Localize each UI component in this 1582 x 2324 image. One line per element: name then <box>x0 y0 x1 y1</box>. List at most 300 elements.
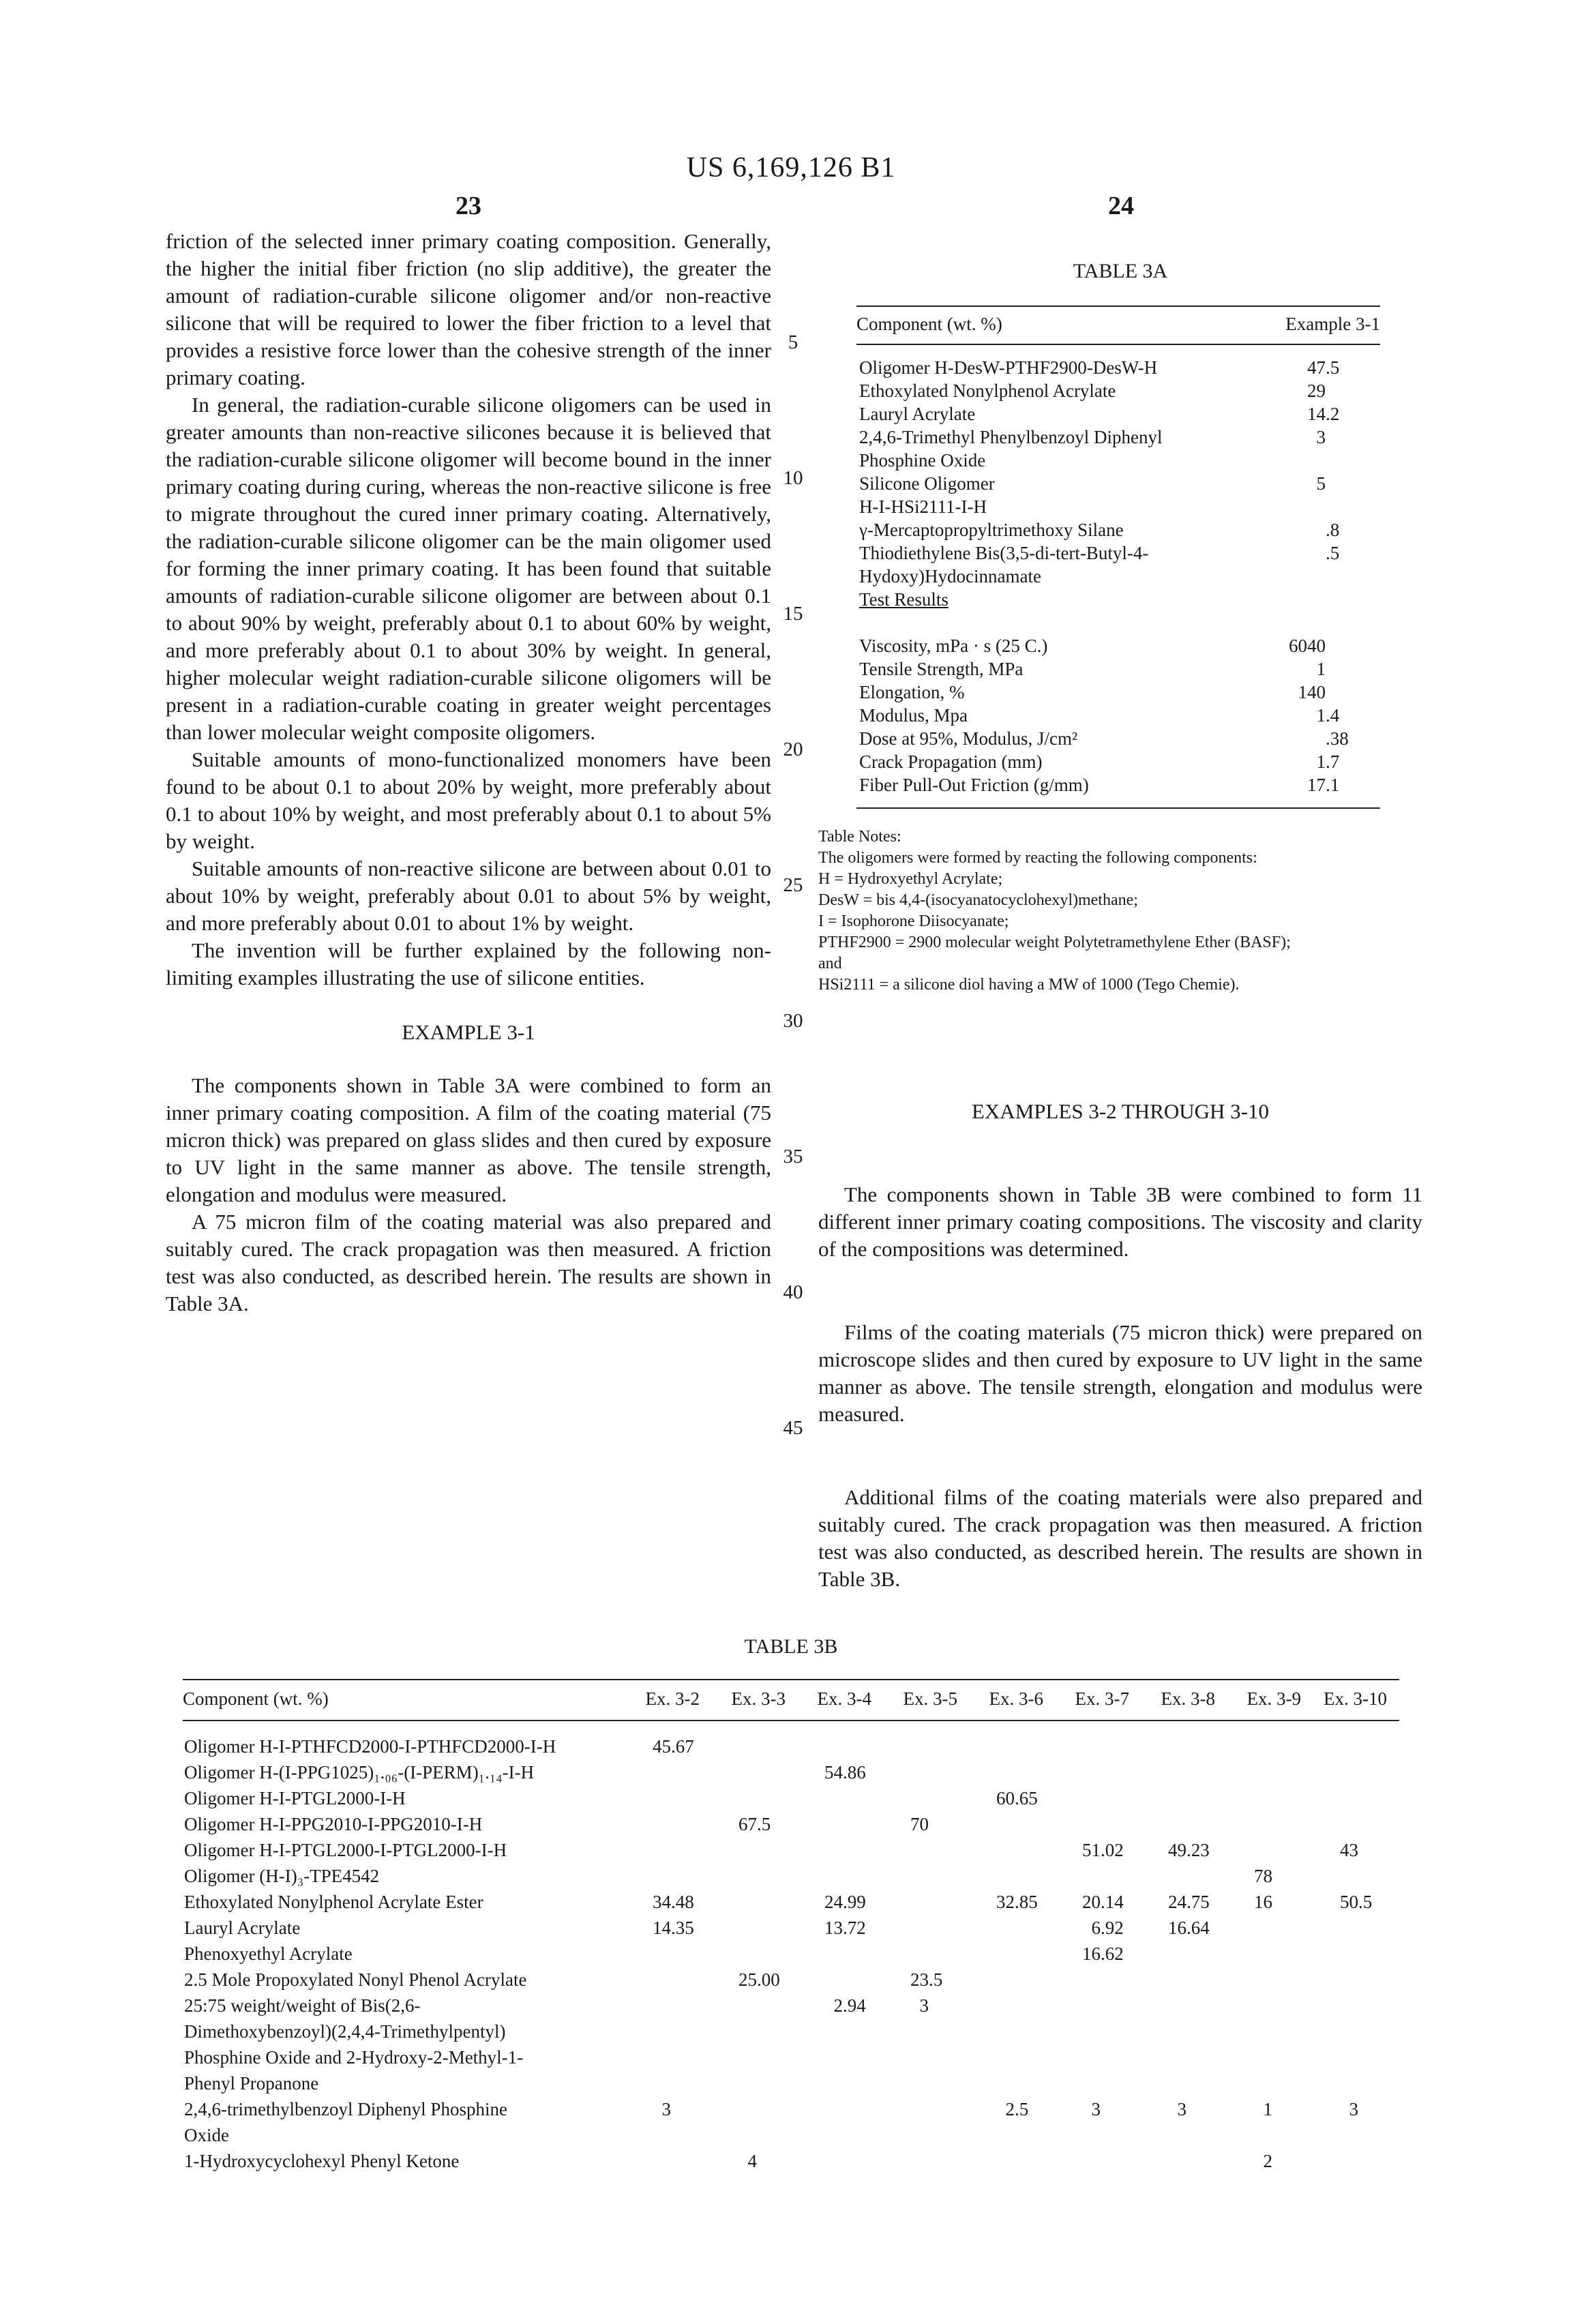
component-cell <box>183 2096 626 2148</box>
value-cell <box>1141 2148 1227 2174</box>
value-cell <box>1141 1759 1227 1785</box>
value-cell <box>626 2096 712 2148</box>
component-cell <box>856 426 1238 472</box>
value-cell <box>970 2096 1056 2148</box>
component-line: Lauryl Acrylate <box>859 404 976 424</box>
value-cell <box>798 1759 884 1785</box>
component-cell <box>856 704 1238 727</box>
value-cell <box>1056 1837 1141 1863</box>
value-int: 1 <box>1316 659 1326 679</box>
value-int: 51 <box>1082 1840 1101 1860</box>
table-3b-header-example: Ex. 3-2 <box>626 1680 712 1720</box>
table-3b-header-example: Ex. 3-3 <box>712 1680 798 1720</box>
component-line: Crack Propagation (mm) <box>859 751 1043 772</box>
value-frac: .64 <box>1186 1918 1210 1938</box>
value-cell <box>1056 1785 1141 1811</box>
patent-number: US 6,169,126 B1 <box>686 152 896 183</box>
value-cell <box>1238 727 1380 750</box>
value-cell <box>884 1993 970 2096</box>
value-frac: .5 <box>1358 1892 1373 1912</box>
value-cell <box>1056 1941 1141 1967</box>
value-cell <box>1227 1759 1313 1785</box>
component-line: 2,4,6-trimethylbenzoyl Diphenyl Phosphine <box>184 2099 507 2119</box>
value-cell <box>1227 1967 1313 1993</box>
line-number: 30 <box>783 1010 803 1032</box>
table-3b-row <box>183 1811 1399 1837</box>
component-cell <box>856 681 1238 704</box>
value-int: 29 <box>1307 381 1326 401</box>
table-3a-row <box>856 344 1380 379</box>
table-3b-header-example: Ex. 3-10 <box>1313 1680 1399 1720</box>
value-cell <box>1141 1915 1227 1941</box>
value-cell <box>626 1863 712 1889</box>
table-3b <box>183 1679 1399 2174</box>
line-number: 35 <box>783 1146 803 1167</box>
value-cell <box>1056 2148 1141 2174</box>
table-3b-header-example: Ex. 3-9 <box>1227 1680 1313 1720</box>
value-cell <box>798 1837 884 1863</box>
component-cell <box>856 727 1238 750</box>
value-cell <box>1141 1941 1227 1967</box>
component-cell <box>856 588 1238 611</box>
value-cell <box>1227 2148 1313 2174</box>
line-number: 20 <box>783 739 803 760</box>
table-3a-row <box>856 750 1380 773</box>
value-cell <box>798 1863 884 1889</box>
value-int: 49 <box>1168 1840 1186 1860</box>
component-cell <box>183 2148 626 2174</box>
component-cell <box>183 1785 626 1811</box>
value-cell <box>1227 1785 1313 1811</box>
paragraph: Suitable amounts of non-reactive silicone are between about 0.01 to about 10% by weight, preferably about 0.01 to about 5% by weight, and more preferably about 0.01 to about 1% by weight. <box>166 856 771 935</box>
value-cell <box>626 1941 712 1967</box>
component-line: Modulus, Mpa <box>859 705 968 726</box>
value-int: 140 <box>1298 682 1326 702</box>
component-line: Test Results <box>859 589 949 610</box>
value-cell <box>970 1759 1056 1785</box>
value-cell <box>712 1863 798 1889</box>
table-3a-note-line: The oligomers were formed by reacting the following components: <box>818 849 1257 867</box>
value-cell <box>1141 1785 1227 1811</box>
value-frac: .48 <box>671 1892 694 1912</box>
table-3b-section <box>183 1635 1399 2174</box>
value-frac: .85 <box>1015 1892 1038 1912</box>
value-cell <box>712 2148 798 2174</box>
value-int: 4 <box>747 2151 757 2171</box>
value-int: 67 <box>738 1814 757 1834</box>
value-cell <box>626 1967 712 1993</box>
value-cell <box>626 2148 712 2174</box>
value-frac: .67 <box>671 1736 694 1757</box>
value-cell <box>884 2148 970 2174</box>
component-cell <box>856 472 1238 518</box>
table-3a-note-line: Table Notes: <box>818 828 901 846</box>
value-frac: .99 <box>843 1892 866 1912</box>
line-number: 40 <box>783 1281 803 1303</box>
paragraph: Additional films of the coating materials were also prepared and suitably cured. The crack propagation was then measured. A friction test was also conducted, as described herein. The results are shown in Table 3B. <box>818 1485 1422 1591</box>
value-cell <box>1238 611 1380 657</box>
component-cell <box>856 344 1238 379</box>
value-cell <box>1141 1837 1227 1863</box>
line-number: 25 <box>783 874 803 896</box>
value-int: 13 <box>824 1918 843 1938</box>
value-cell <box>970 1889 1056 1915</box>
value-cell <box>1313 1811 1399 1837</box>
component-line: Phenyl Propanone <box>184 2073 319 2094</box>
value-cell <box>1313 1967 1399 1993</box>
value-int: 16 <box>1168 1918 1186 1938</box>
value-int: 34 <box>653 1892 671 1912</box>
table-3a-row <box>856 426 1380 472</box>
table-3a-row <box>856 704 1380 727</box>
value-cell <box>1313 1837 1399 1863</box>
value-cell <box>626 1759 712 1785</box>
component-line: 25:75 weight/weight of Bis(2,6- <box>184 1995 421 2016</box>
value-cell <box>884 1837 970 1863</box>
component-cell <box>856 750 1238 773</box>
table-3a-note-line: HSi2111 = a silicone diol having a MW of 1000 (Tego Chemie). <box>818 976 1240 994</box>
table-3a-row <box>856 727 1380 750</box>
value-cell <box>798 1915 884 1941</box>
value-frac: .14 <box>1101 1892 1124 1912</box>
value-int: 3 <box>1316 427 1326 447</box>
paragraph: In general, the radiation-curable silicone oligomers can be used in greater amounts than non-reactive silicones because it is believed that the radiation-curable silicone oligomer will become bound in the inner primary coating during curing, whereas the non-reactive silicone is free to migrate throughout the cured inner primary coating. Alternatively, the radiation-curable silicone oligomer can be the main oligomer used for forming the inner primary coating. It has been found that suitable amounts of radiation-curable silicone oligomer are between about 0.1 to about 90% by weight, preferably about 0.1 to about 60% by weight, and more preferably about 0.1 to about 30% by weight. In general, higher molecular weight radiation-curable silicone oligomers will be present in a radiation-curable coating in greater weight percentages than lower molecular weight composite oligomers. <box>166 393 771 744</box>
table-3b-header-example: Ex. 3-8 <box>1141 1680 1227 1720</box>
value-frac: .86 <box>843 1762 866 1783</box>
value-cell <box>798 1785 884 1811</box>
component-line: Phenoxyethyl Acrylate <box>184 1943 353 1964</box>
value-cell <box>970 1837 1056 1863</box>
value-frac: .02 <box>1101 1840 1124 1860</box>
value-cell <box>712 1993 798 2096</box>
table-3b-header-component: Component (wt. %) <box>183 1680 626 1720</box>
value-int: 3 <box>919 1995 929 2016</box>
value-cell <box>712 1759 798 1785</box>
value-frac: .2 <box>1326 404 1340 424</box>
value-cell <box>1227 1837 1313 1863</box>
value-cell <box>626 1811 712 1837</box>
value-cell <box>884 1785 970 1811</box>
paragraph: The components shown in Table 3A were combined to form an inner primary coating composition. A film of the coating material (75 micron thick) was prepared on glass slides and then cured by exposure to UV light in the same manner as above. The tensile strength, elongation and modulus were measured. <box>166 1073 771 1206</box>
value-cell <box>970 1785 1056 1811</box>
table-3a-notes <box>818 826 1422 996</box>
value-frac: .23 <box>1186 1840 1210 1860</box>
value-cell <box>1056 1889 1141 1915</box>
value-cell <box>1056 1759 1141 1785</box>
value-int: 2 <box>833 1995 843 2016</box>
table-3a-title: TABLE 3A <box>1073 260 1168 282</box>
value-cell <box>798 1941 884 1967</box>
table-3b-row <box>183 1720 1399 1759</box>
value-int: 25 <box>738 1969 757 1990</box>
table-3a-note-line: H = Hydroxyethyl Acrylate; <box>818 870 1003 888</box>
component-line: Lauryl Acrylate <box>184 1918 301 1938</box>
paragraph: Suitable amounts of mono-functionalized monomers have been found to be about 0.1 to about 20% by weight, more preferably about 0.1 to about 10% by weight, and most preferably about 0.1 to about 5% by weight. <box>166 747 771 853</box>
page-column-number-left: 23 <box>456 192 481 220</box>
value-cell <box>1227 1993 1313 2096</box>
component-line: 2.5 Mole Propoxylated Nonyl Phenol Acrylate <box>184 1969 527 1990</box>
table-3b-row <box>183 1967 1399 1993</box>
component-line: Ethoxylated Nonylphenol Acrylate Ester <box>184 1892 483 1912</box>
table-3b-row <box>183 1863 1399 1889</box>
value-cell <box>1313 2148 1399 2174</box>
value-frac: .00 <box>757 1969 780 1990</box>
table-3b-row <box>183 1837 1399 1863</box>
value-cell <box>712 1941 798 1967</box>
value-cell <box>1227 1863 1313 1889</box>
value-cell <box>1227 2096 1313 2148</box>
component-cell <box>183 1993 626 2096</box>
paragraph: friction of the selected inner primary coating composition. Generally, the higher the initial fiber friction (no slip additive), the greater the amount of radiation-curable silicone oligomer and/or non-reactive silicone that will be required to lower the fiber friction to a level that provides a resistive force lower than the cohesive strength of the inner primary coating. <box>166 229 771 389</box>
table-3b-row <box>183 1785 1399 1811</box>
value-cell <box>884 1889 970 1915</box>
value-cell <box>1238 518 1380 541</box>
value-cell <box>798 1720 884 1759</box>
value-cell <box>884 1720 970 1759</box>
component-line: Oligomer H-I-PTHFCD2000-I-PTHFCD2000-I-H <box>184 1736 556 1757</box>
value-cell <box>1313 2096 1399 2148</box>
value-cell <box>712 1915 798 1941</box>
table-3a-note-line: DesW = bis 4,4-(isocyanatocyclohexyl)methane; <box>818 891 1138 909</box>
component-line: Hydoxy)Hydocinnamate <box>859 566 1041 586</box>
component-cell <box>856 518 1238 541</box>
value-cell <box>798 2148 884 2174</box>
table-3b-header-example: Ex. 3-5 <box>884 1680 970 1720</box>
value-cell <box>1313 1915 1399 1941</box>
value-cell <box>798 1811 884 1837</box>
value-frac: .35 <box>671 1918 694 1938</box>
component-line: Silicone Oligomer <box>859 473 995 494</box>
value-cell <box>884 1863 970 1889</box>
value-int: 2 <box>1263 2151 1272 2171</box>
paragraph: The invention will be further explained by the following non-limiting examples illustrating the use of silicone entities. <box>166 938 771 989</box>
component-line: H-I-HSi2111-I-H <box>859 496 987 517</box>
value-cell <box>1141 1863 1227 1889</box>
value-cell <box>1238 402 1380 426</box>
table-3b-header-row <box>183 1680 1399 1720</box>
value-frac: .7 <box>1326 751 1340 772</box>
value-frac: .75 <box>1186 1892 1210 1912</box>
value-int: 3 <box>661 2099 671 2119</box>
table-3b-row <box>183 1941 1399 1967</box>
table-3a-row <box>856 588 1380 611</box>
value-cell <box>1238 657 1380 681</box>
value-int: 78 <box>1254 1866 1272 1886</box>
value-cell <box>798 1967 884 1993</box>
table-3b-body <box>183 1720 1399 2174</box>
value-cell <box>712 1967 798 1993</box>
right-column <box>818 239 1422 1593</box>
value-cell <box>970 1811 1056 1837</box>
value-cell <box>970 1915 1056 1941</box>
value-cell <box>884 1967 970 1993</box>
component-line: Elongation, % <box>859 682 965 702</box>
value-int: 50 <box>1340 1892 1358 1912</box>
component-cell <box>856 402 1238 426</box>
value-cell <box>1238 472 1380 518</box>
value-int: 1 <box>1316 751 1326 772</box>
value-cell <box>1227 1915 1313 1941</box>
table-3b-row <box>183 1759 1399 1785</box>
component-cell <box>856 657 1238 681</box>
line-number: 10 <box>783 467 803 489</box>
value-frac: .92 <box>1101 1918 1124 1938</box>
table-3b-header-example: Ex. 3-7 <box>1056 1680 1141 1720</box>
value-cell <box>626 1889 712 1915</box>
line-number: 15 <box>783 603 803 625</box>
value-cell <box>1313 1785 1399 1811</box>
value-int: 45 <box>653 1736 671 1757</box>
value-cell <box>884 1759 970 1785</box>
component-cell <box>183 1720 626 1759</box>
value-cell <box>1141 1889 1227 1915</box>
paragraph: Films of the coating materials (75 micron thick) were prepared on microscope slides and then cured by exposure to UV light in the same manner as above. The tensile strength, elongation and modulus were measured. <box>818 1320 1422 1426</box>
value-cell <box>626 1785 712 1811</box>
value-cell <box>712 2096 798 2148</box>
value-cell <box>1313 1759 1399 1785</box>
component-cell <box>856 379 1238 402</box>
value-frac: .8 <box>1326 520 1340 540</box>
component-cell <box>183 1889 626 1915</box>
table-3b-row <box>183 1889 1399 1915</box>
table-3b-row <box>183 1993 1399 2096</box>
component-cell <box>856 541 1238 588</box>
value-cell <box>1227 1889 1313 1915</box>
table-3b-header-example: Ex. 3-6 <box>970 1680 1056 1720</box>
component-line: Tensile Strength, MPa <box>859 659 1024 679</box>
table-3a-row <box>856 379 1380 402</box>
component-line: Dimethoxybenzoyl)(2,4,4-Trimethylpentyl) <box>184 2021 506 2042</box>
value-int: 2 <box>1005 2099 1015 2119</box>
value-frac: .38 <box>1326 728 1349 749</box>
value-cell <box>712 1720 798 1759</box>
value-cell <box>884 1915 970 1941</box>
table-3a-row <box>856 681 1380 704</box>
value-int: 23 <box>910 1969 929 1990</box>
component-line: Oligomer H-I-PTGL2000-I-PTGL2000-I-H <box>184 1840 507 1860</box>
value-cell <box>1227 1720 1313 1759</box>
value-int: 6040 <box>1289 636 1326 656</box>
value-frac: .5 <box>1326 543 1340 563</box>
value-cell <box>1056 2096 1141 2148</box>
value-int: 24 <box>1168 1892 1186 1912</box>
value-cell <box>1238 344 1380 379</box>
example-3-1-heading: EXAMPLE 3-1 <box>402 1020 535 1044</box>
value-cell <box>884 2096 970 2148</box>
value-cell <box>1238 541 1380 588</box>
component-line: Ethoxylated Nonylphenol Acrylate <box>859 381 1116 401</box>
table-3a-note-line: I = Isophorone Diisocyanate; <box>818 912 1009 930</box>
value-cell <box>1141 2096 1227 2148</box>
component-line: Phosphine Oxide <box>859 450 986 471</box>
value-frac: .5 <box>1015 2099 1029 2119</box>
table-3b-header-example: Ex. 3-4 <box>798 1680 884 1720</box>
value-cell <box>1238 704 1380 727</box>
value-cell <box>1141 1967 1227 1993</box>
value-int: 1 <box>1263 2099 1272 2119</box>
value-int: 54 <box>824 1762 843 1783</box>
value-int: 43 <box>1340 1840 1358 1860</box>
component-line: Oligomer H-I-PTGL2000-I-H <box>184 1788 406 1808</box>
value-cell <box>970 1967 1056 1993</box>
line-number: 5 <box>788 331 799 353</box>
table-3b-row <box>183 2096 1399 2148</box>
value-cell <box>1056 1993 1141 2096</box>
value-cell <box>798 1889 884 1915</box>
value-frac: .1 <box>1326 775 1340 795</box>
component-line: Oligomer H-(I-PPG1025)₁.₀₆-(I-PERM)₁.₁₄-I-H <box>184 1762 535 1783</box>
value-cell <box>1056 1915 1141 1941</box>
component-line: Oligomer H-I-PPG2010-I-PPG2010-I-H <box>184 1814 483 1834</box>
value-cell <box>1313 1993 1399 2096</box>
value-int: 3 <box>1349 2099 1358 2119</box>
component-line: Fiber Pull-Out Friction (g/mm) <box>859 775 1089 795</box>
value-cell <box>1313 1889 1399 1915</box>
table-3a-row <box>856 541 1380 588</box>
value-frac: .65 <box>1015 1788 1038 1808</box>
table-3a-note-line: PTHF2900 = 2900 molecular weight Polytetramethylene Ether (BASF); <box>818 934 1291 951</box>
component-cell <box>183 1837 626 1863</box>
value-cell <box>884 1811 970 1837</box>
table-3a-row <box>856 518 1380 541</box>
table-3a-row <box>856 657 1380 681</box>
component-line: Oxide <box>184 2125 229 2145</box>
component-cell <box>183 1941 626 1967</box>
table-3a-body <box>856 344 1380 808</box>
table-3a <box>856 306 1380 809</box>
value-cell <box>970 2148 1056 2174</box>
value-cell <box>970 1863 1056 1889</box>
value-cell <box>1238 750 1380 773</box>
value-frac: .62 <box>1101 1943 1124 1964</box>
value-int: 3 <box>1177 2099 1186 2119</box>
value-cell <box>712 1811 798 1837</box>
value-cell <box>1141 1720 1227 1759</box>
value-cell <box>1141 1993 1227 2096</box>
value-int: 70 <box>910 1814 929 1834</box>
component-line: Thiodiethylene Bis(3,5-di-tert-Butyl-4- <box>859 543 1149 563</box>
value-cell <box>1313 1863 1399 1889</box>
value-frac: .72 <box>843 1918 866 1938</box>
value-cell <box>1238 379 1380 402</box>
table-3a-header-row <box>856 306 1380 344</box>
value-cell <box>1238 588 1380 611</box>
value-int: 47 <box>1307 357 1326 378</box>
table-3a-row <box>856 402 1380 426</box>
component-cell <box>183 1967 626 1993</box>
value-cell <box>626 1993 712 2096</box>
left-column <box>166 228 771 1317</box>
value-cell <box>884 1941 970 1967</box>
value-cell <box>1238 426 1380 472</box>
value-frac: .5 <box>929 1969 943 1990</box>
component-line: 1-Hydroxycyclohexyl Phenyl Ketone <box>184 2151 460 2171</box>
value-frac: .5 <box>1326 357 1340 378</box>
line-number-gutter <box>775 0 811 1568</box>
value-cell <box>1227 1811 1313 1837</box>
paragraph: A 75 micron film of the coating material was also prepared and suitably cured. The crack propagation was then measured. A friction test was also conducted, as described herein. The results are shown in Table 3A. <box>166 1210 771 1315</box>
value-cell <box>1056 1967 1141 1993</box>
value-cell <box>626 1720 712 1759</box>
value-int: 17 <box>1307 775 1326 795</box>
component-line: Phosphine Oxide and 2-Hydroxy-2-Methyl-1- <box>184 2047 524 2068</box>
value-cell <box>1056 1863 1141 1889</box>
table-3b-row <box>183 2148 1399 2174</box>
value-int: 6 <box>1091 1918 1101 1938</box>
value-cell <box>712 1889 798 1915</box>
table-3b-title: TABLE 3B <box>744 1635 838 1658</box>
value-int: 16 <box>1254 1892 1272 1912</box>
